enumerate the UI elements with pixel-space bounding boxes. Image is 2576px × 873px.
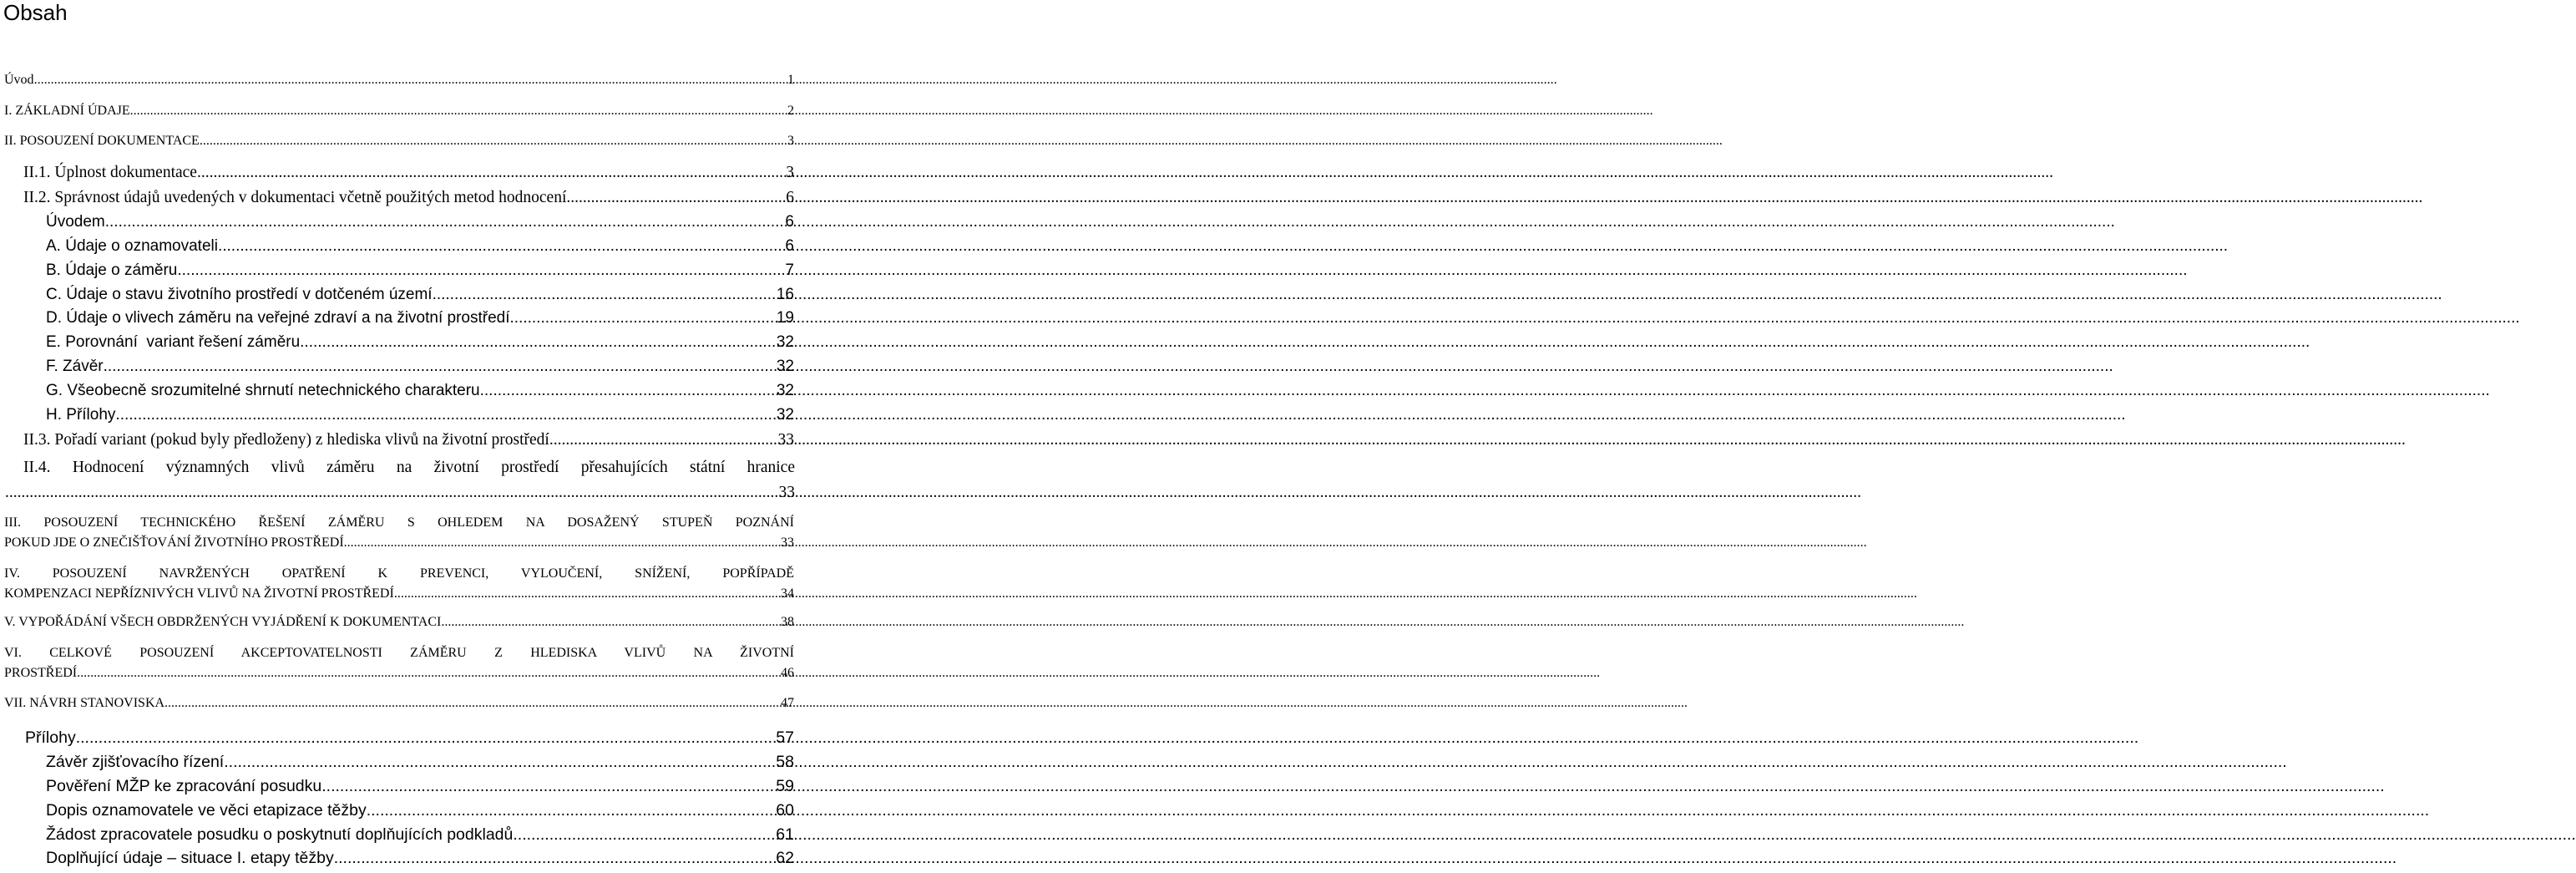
toc-page-number: 57 <box>776 728 794 747</box>
toc-entry-text: Úvod <box>4 73 34 87</box>
toc-entry-a[interactable] <box>46 237 794 256</box>
toc-page-number: 34 <box>781 586 794 601</box>
toc-page-number: 33 <box>781 535 794 550</box>
toc-page-number: 6 <box>785 237 794 255</box>
toc-page-number: 19 <box>776 309 794 327</box>
toc-entry-ii-3[interactable] <box>23 431 794 449</box>
toc-entry-text: E. Porovnání variant řešení záměru <box>46 333 301 351</box>
toc-entry-dopis-oznamovatele[interactable] <box>46 801 794 820</box>
toc-entry-text: I. ZÁKLADNÍ ÚDAJE <box>4 104 130 118</box>
toc-page-number: 60 <box>776 801 794 820</box>
toc-entry-vii[interactable] <box>4 696 794 711</box>
toc-page-number: 7 <box>785 261 794 279</box>
toc-entry-vi[interactable]: VI. CELKOVÉ POSOUZENÍ AKCEPTOVATELNOSTI ZÁMĚRU Z HLEDISKA VLIVŮ NA ŽIVOTNÍ PROSTŘEDÍ ..... 46 <box>4 643 794 683</box>
toc-entry-text: Úvodem <box>46 213 105 231</box>
toc-page-number: 58 <box>776 753 794 771</box>
toc-entry-text: Dopis oznamovatele ve věci etapizace těžby <box>46 801 367 820</box>
toc-entry-text: C. Údaje o stavu životního prostředí v dotčeném území <box>46 286 433 303</box>
toc-entry-text: IV. POSOUZENÍ NAVRŽENÝCH OPATŘENÍ K PREVENCI, VYLOUČENÍ, SNÍŽENÍ, POPŘÍPADĚ <box>4 566 794 581</box>
toc-entry-text: II.3. Pořadí variant (pokud byly předloženy) z hlediska vlivů na životní prostředí <box>23 431 549 449</box>
toc-page-number: 6 <box>786 189 794 206</box>
toc-entry-v[interactable] <box>4 615 794 630</box>
toc-entry-iv[interactable]: IV. POSOUZENÍ NAVRŽENÝCH OPATŘENÍ K PREVENCI, VYLOUČENÍ, SNÍŽENÍ, POPŘÍPADĚ KOMPENZACI NEPŘÍZNIVÝCH VLIVŮ NA ŽIVOTNÍ PROSTŘEDÍ ..... 34 <box>4 564 794 604</box>
toc-entry-text: Žádost zpracovatele posudku o poskytnutí doplňujících podkladů <box>46 825 514 844</box>
toc-entry-text: A. Údaje o oznamovateli <box>46 237 218 255</box>
toc-entry-uvod[interactable] <box>4 73 794 88</box>
toc-entry-d[interactable] <box>46 309 794 327</box>
toc-entry-text: II.2. Správnost údajů uvedených v dokumentaci včetně použitých metod hodnocení <box>23 189 567 206</box>
toc-page-number: 38 <box>781 615 794 629</box>
toc-page-number: 47 <box>781 696 794 710</box>
toc-entry-text: F. Závěr <box>46 358 104 375</box>
toc-page-number: 16 <box>776 286 794 303</box>
toc-entry-text: Doplňující údaje – situace I. etapy těžby <box>46 849 334 867</box>
toc-entry-povereni-mzp[interactable] <box>46 777 794 796</box>
toc-entry-c[interactable] <box>46 286 794 304</box>
toc-page-number: 61 <box>776 825 794 844</box>
toc-entry-iii[interactable]: III. POSOUZENÍ TECHNICKÉHO ŘEŠENÍ ZÁMĚRU S OHLEDEM NA DOSAŽENÝ STUPEŇ POZNÁNÍ POKUD JDE O ZNEČIŠŤOVÁNÍ ŽIVOTNÍHO PROSTŘEDÍ ..... 33 <box>4 513 794 553</box>
toc-page-number: 6 <box>785 213 794 231</box>
toc-page-number: 2 <box>787 104 794 118</box>
toc-entry-text: II.4. Hodnocení významných vlivů záměru na životní prostředí přesahujících státní hranice <box>23 459 795 476</box>
toc-entry-text: VII. NÁVRH STANOVISKA <box>4 696 165 710</box>
toc-entry-zakladni-udaje[interactable] <box>4 104 794 119</box>
toc-entry-ii-2[interactable] <box>23 189 794 207</box>
toc-entry-b[interactable] <box>46 261 794 280</box>
toc-entry-text: G. Všeobecně srozumitelné shrnutí netechnického charakteru <box>46 382 480 399</box>
toc-entry-e[interactable] <box>46 333 794 352</box>
toc-page-number: 62 <box>776 849 794 867</box>
toc-entry-text: Přílohy <box>25 728 76 747</box>
toc-page-number: 32 <box>776 333 794 351</box>
toc-entry-ii-1[interactable] <box>23 164 794 182</box>
toc-entry-text: III. POSOUZENÍ TECHNICKÉHO ŘEŠENÍ ZÁMĚRU S OHLEDEM NA DOSAŽENÝ STUPEŇ POZNÁNÍ <box>4 515 794 530</box>
toc-entry-text: H. Přílohy <box>46 406 116 424</box>
toc-page-number: 46 <box>781 666 794 680</box>
toc-entry-f[interactable] <box>46 358 794 376</box>
toc-page-number: 32 <box>776 406 794 424</box>
toc-entry-text: II.1. Úplnost dokumentace <box>23 164 197 181</box>
toc-entry-zaver-zjistovaciho-rizeni[interactable] <box>46 753 794 772</box>
toc-entry-ii-4[interactable] <box>23 455 795 505</box>
toc-page-number: 59 <box>776 777 794 795</box>
toc-page-number: 33 <box>777 431 794 449</box>
toc-entry-text: B. Údaje o záměru <box>46 261 178 279</box>
toc-entry-zadost-zpracovatele[interactable] <box>46 825 794 845</box>
toc-entry-text: Závěr zjišťovacího řízení <box>46 753 225 771</box>
toc-page-number: 32 <box>776 382 794 399</box>
toc-entry-posouzeni-dokumentace[interactable] <box>4 134 794 149</box>
toc-entry-text: VI. CELKOVÉ POSOUZENÍ AKCEPTOVATELNOSTI ZÁMĚRU Z HLEDISKA VLIVŮ NA ŽIVOTNÍ <box>4 646 794 660</box>
toc-page-number: 3 <box>787 134 794 148</box>
toc-entry-text: II. POSOUZENÍ DOKUMENTACE <box>4 134 200 148</box>
page-title: Obsah <box>3 0 68 25</box>
toc-entry-text: D. Údaje o vlivech záměru na veřejné zdraví a na životní prostředí <box>46 309 510 327</box>
toc-entry-text: V. VYPOŘÁDÁNÍ VŠECH OBDRŽENÝCH VYJÁDŘENÍ K DOKUMENTACI <box>4 615 442 629</box>
toc-entry-prilohy[interactable] <box>25 728 794 748</box>
toc-page-number: 32 <box>776 358 794 375</box>
toc-entry-g[interactable] <box>46 382 794 400</box>
toc-entry-text: Pověření MŽP ke zpracování posudku <box>46 777 322 795</box>
toc-page-number: 3 <box>786 164 794 181</box>
toc-entry-doplnujici-udaje[interactable] <box>46 849 794 868</box>
toc-entry-uvodem[interactable] <box>46 213 794 231</box>
toc-page-number: 1 <box>787 73 794 87</box>
toc-entry-h[interactable] <box>46 406 794 424</box>
toc-page-number: 33 <box>778 484 795 501</box>
